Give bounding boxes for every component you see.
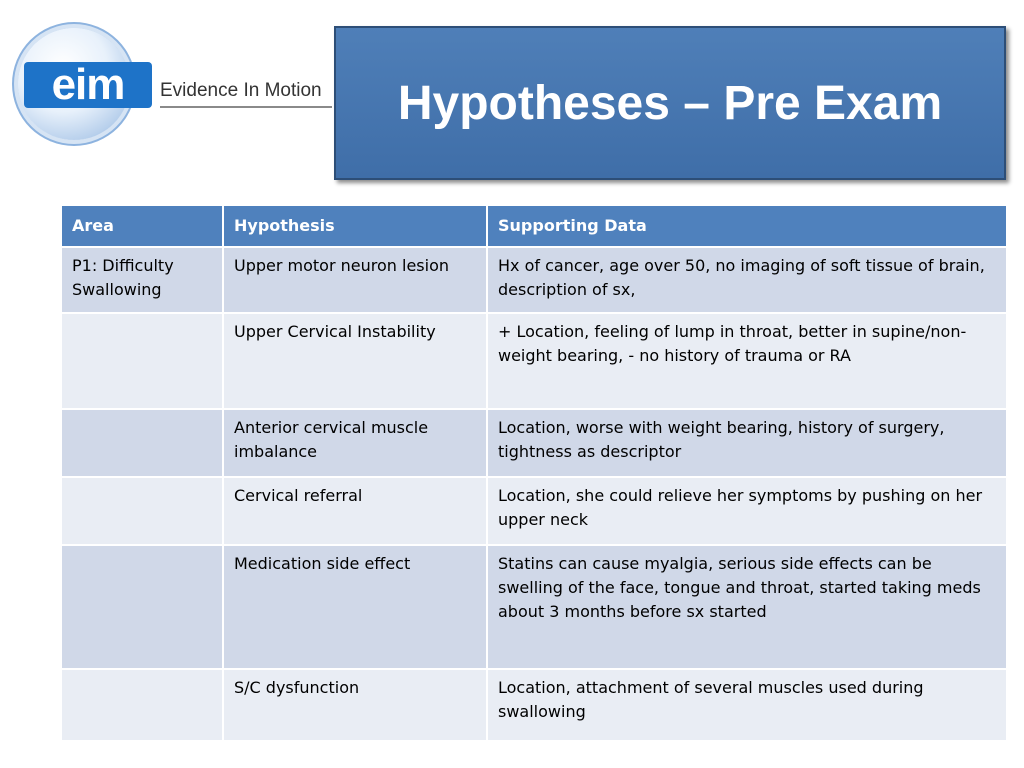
table-header-row xyxy=(61,205,1007,247)
logo-mark: eim xyxy=(24,62,152,108)
cell-supporting-data: Statins can cause myalgia, serious side effects can be swelling of the face, tongue and throat, started taking meds about 3 months before sx started xyxy=(487,545,1007,669)
cell-supporting-data: Location, she could relieve her symptoms by pushing on her upper neck xyxy=(487,477,1007,545)
logo-underline xyxy=(160,106,332,108)
cell-area xyxy=(61,545,223,669)
table-row xyxy=(61,409,1007,477)
logo-text: Evidence In Motion xyxy=(160,80,322,101)
cell-hypothesis: S/C dysfunction xyxy=(223,669,487,741)
cell-hypothesis: Upper motor neuron lesion xyxy=(223,247,487,313)
header-supporting-data: Supporting Data xyxy=(487,205,1007,247)
cell-area xyxy=(61,477,223,545)
table-row xyxy=(61,545,1007,669)
cell-hypothesis: Cervical referral xyxy=(223,477,487,545)
cell-area xyxy=(61,313,223,409)
table-row xyxy=(61,477,1007,545)
table-row xyxy=(61,247,1007,313)
cell-area xyxy=(61,409,223,477)
hypotheses-table xyxy=(60,204,1008,742)
header-hypothesis: Hypothesis xyxy=(223,205,487,247)
title-banner xyxy=(334,26,1006,180)
header-area: Area xyxy=(61,205,223,247)
cell-supporting-data: + Location, feeling of lump in throat, better in supine/non-weight bearing, - no history of trauma or RA xyxy=(487,313,1007,409)
cell-supporting-data: Location, worse with weight bearing, history of surgery, tightness as descriptor xyxy=(487,409,1007,477)
table-row xyxy=(61,313,1007,409)
cell-hypothesis: Upper Cervical Instability xyxy=(223,313,487,409)
cell-supporting-data: Location, attachment of several muscles used during swallowing xyxy=(487,669,1007,741)
cell-area: P1: Difficulty Swallowing xyxy=(61,247,223,313)
eim-logo xyxy=(18,28,322,140)
table-row xyxy=(61,669,1007,741)
slide-title: Hypotheses – Pre Exam xyxy=(397,76,943,130)
cell-hypothesis: Anterior cervical muscle imbalance xyxy=(223,409,487,477)
cell-hypothesis: Medication side effect xyxy=(223,545,487,669)
cell-area xyxy=(61,669,223,741)
cell-supporting-data: Hx of cancer, age over 50, no imaging of soft tissue of brain, description of sx, xyxy=(487,247,1007,313)
